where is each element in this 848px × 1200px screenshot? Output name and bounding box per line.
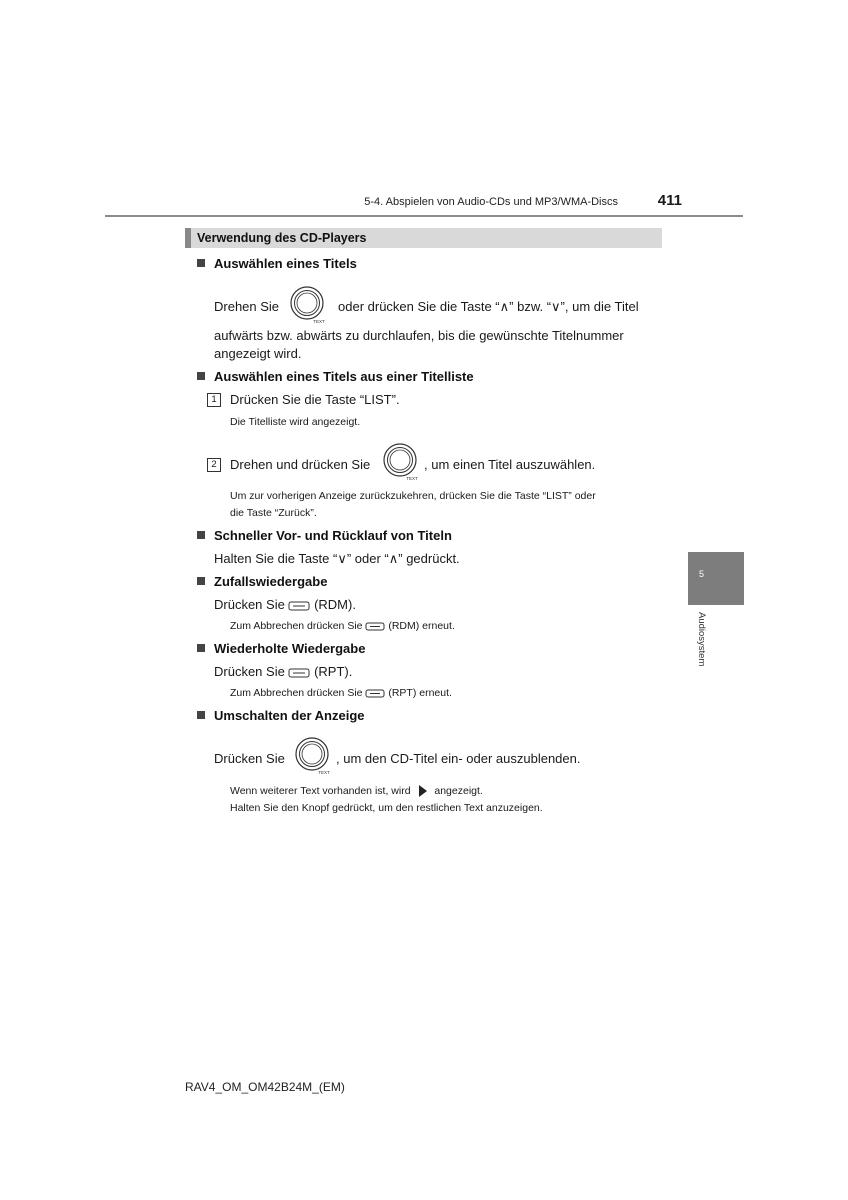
bullet-square-icon: [197, 711, 205, 719]
display-text-a: Drücken Sie: [214, 751, 285, 766]
fast-seek-text: Halten Sie die Taste “∨” oder “∧” gedrückt.: [214, 551, 460, 566]
select-track-line2: aufwärts bzw. abwärts zu durchlaufen, bis die gewünschte Titelnummer: [214, 328, 624, 343]
chapter-title: 5-4. Abspielen von Audio-CDs und MP3/WMA-Discs: [364, 196, 618, 208]
page-number: 411: [657, 192, 682, 209]
random-note: Zum Abbrechen drücken Sie (RDM) erneut.: [230, 620, 455, 632]
preset-button-icon: [365, 622, 385, 631]
footer-document-code: RAV4_OM_OM42B24M_(EM): [185, 1080, 345, 1094]
knob-text-label: TEXT: [313, 319, 325, 324]
select-track-line3: angezeigt wird.: [214, 346, 302, 361]
tune-knob-icon: [381, 443, 419, 481]
section-title: Verwendung des CD-Players: [197, 231, 367, 245]
step-number-1: 1: [207, 393, 221, 407]
bullet-square-icon: [197, 644, 205, 652]
heading-fast-seek: Schneller Vor- und Rücklauf von Titeln: [197, 528, 452, 543]
step2-note-line2: die Taste “Zurück”.: [230, 507, 317, 519]
display-note-line2: Halten Sie den Knopf gedrückt, um den restlichen Text anzuzeigen.: [230, 802, 543, 814]
display-text-b: , um den CD-Titel ein- oder auszublenden.: [336, 751, 581, 766]
select-track-line1-a: Drehen Sie: [214, 299, 280, 314]
step2-text-a: Drehen und drücken Sie: [230, 457, 371, 472]
heading-select-from-list: Auswählen eines Titels aus einer Titelliste: [197, 369, 474, 384]
header-rule: [105, 215, 743, 217]
display-note-line1: Wenn weiterer Text vorhanden ist, wird angezeigt.: [230, 784, 483, 797]
tune-knob-icon: [288, 286, 326, 324]
heading-select-track: Auswählen eines Titels: [197, 256, 357, 271]
preset-button-icon: [288, 668, 310, 678]
chapter-side-tab-number: 5: [699, 569, 705, 579]
tune-knob-icon: [293, 737, 331, 775]
bullet-square-icon: [197, 372, 205, 380]
step2-note-line1: Um zur vorherigen Anzeige zurückzukehren, drücken Sie die Taste “LIST” oder: [230, 490, 596, 502]
preset-button-icon: [365, 689, 385, 698]
select-track-line1-b: oder drücken Sie die Taste “∧” bzw. “∨”, um die Titel: [338, 299, 639, 314]
knob-text-label: TEXT: [318, 770, 330, 775]
step2-text-b: , um einen Titel auszuwählen.: [424, 457, 596, 472]
step1-text: Drücken Sie die Taste “LIST”.: [230, 392, 400, 407]
heading-repeat: Wiederholte Wiedergabe: [197, 641, 365, 656]
repeat-note: Zum Abbrechen drücken Sie (RPT) erneut.: [230, 687, 452, 699]
chapter-side-tab: [688, 552, 744, 605]
step1-note: Die Titelliste wird angezeigt.: [230, 416, 361, 428]
heading-random: Zufallswiedergabe: [197, 574, 327, 589]
heading-display: Umschalten der Anzeige: [197, 708, 365, 723]
bullet-square-icon: [197, 577, 205, 585]
bullet-square-icon: [197, 531, 205, 539]
knob-text-label: TEXT: [406, 476, 418, 481]
bullet-square-icon: [197, 259, 205, 267]
repeat-text: Drücken Sie (RPT).: [214, 664, 353, 679]
chapter-side-label: Audiosystem: [696, 612, 707, 667]
play-arrow-icon: [413, 784, 431, 798]
step-number-2: 2: [207, 458, 221, 472]
random-text: Drücken Sie (RDM).: [214, 597, 356, 612]
preset-button-icon: [288, 601, 310, 611]
